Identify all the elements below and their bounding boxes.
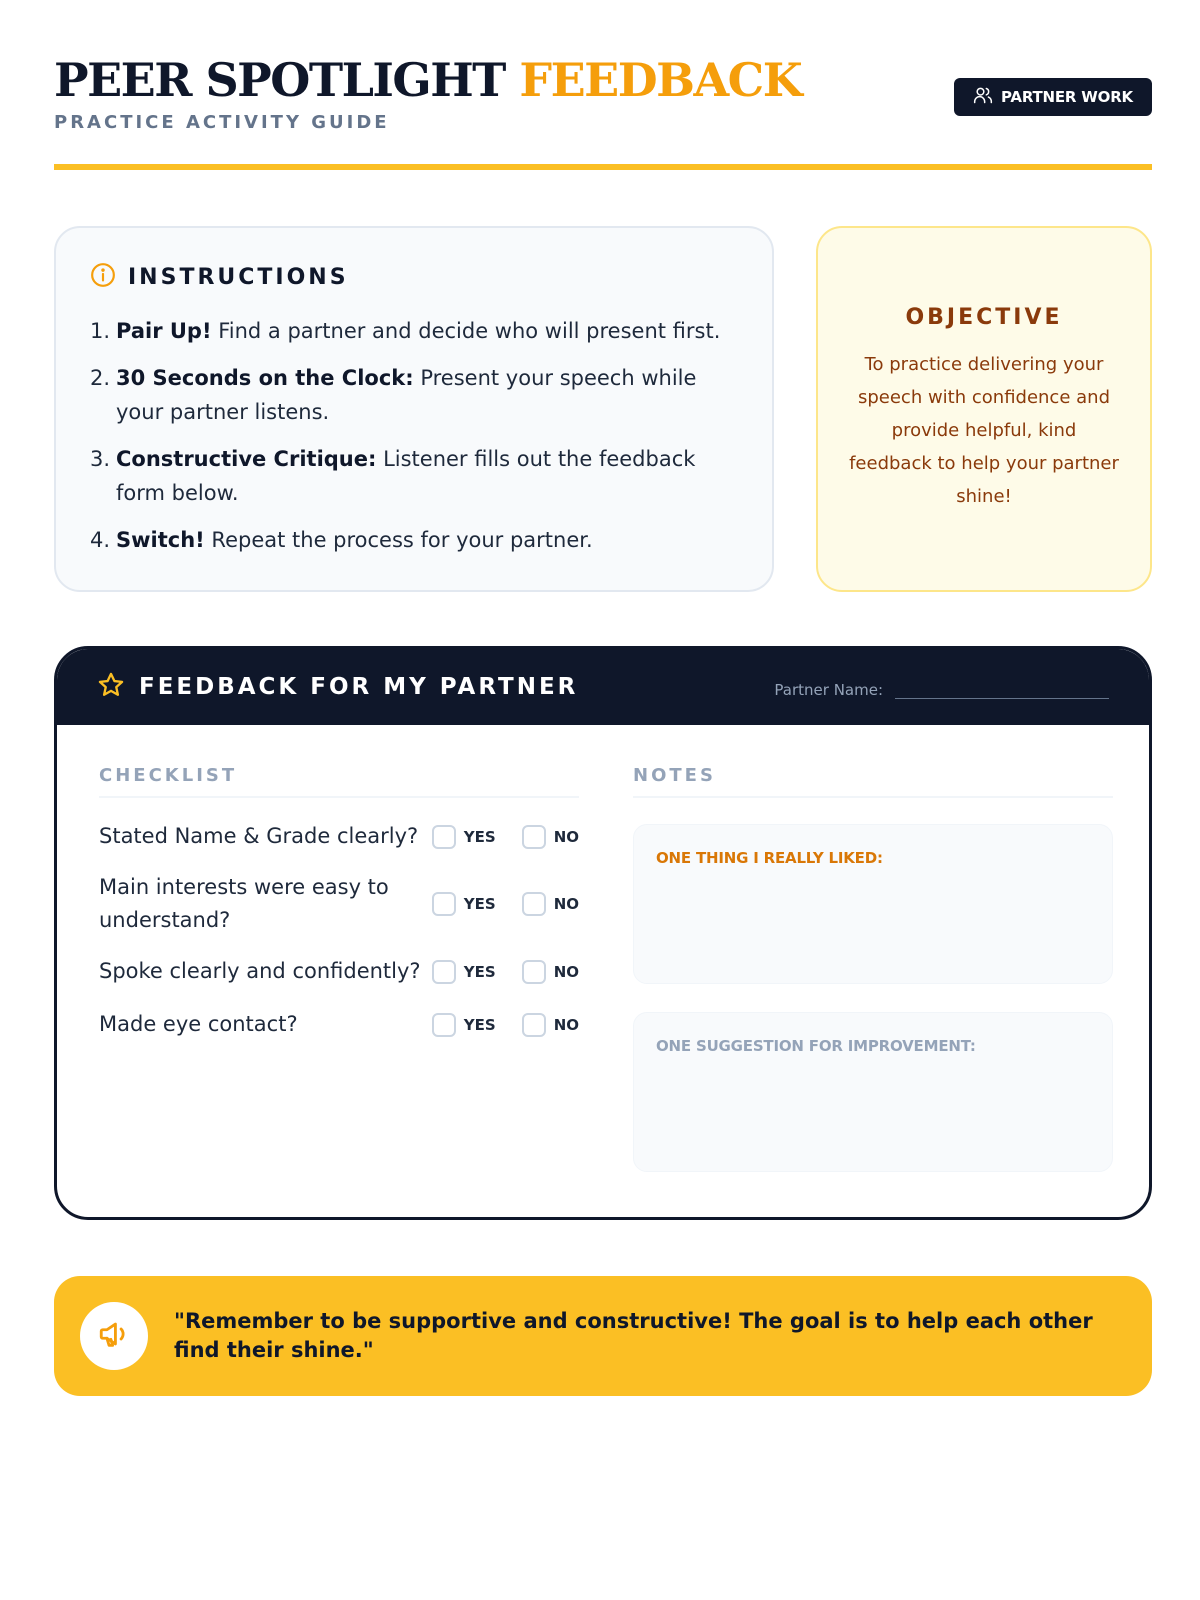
header-divider <box>54 164 1152 170</box>
checklist-heading: CHECKLIST <box>99 765 579 798</box>
yes-option <box>432 892 496 916</box>
partner-name-input[interactable] <box>895 677 1109 699</box>
yes-option <box>432 960 496 984</box>
notes-column <box>633 765 1113 1172</box>
yes-checkbox[interactable] <box>432 1013 456 1037</box>
checklist-question: Spoke clearly and confidently? <box>99 959 421 983</box>
no-checkbox[interactable] <box>522 1013 546 1037</box>
step-number: 1. <box>90 319 111 343</box>
yes-label: YES <box>463 895 496 913</box>
instructions-list <box>90 314 738 557</box>
liked-note-label: ONE THING I REALLY LIKED: <box>656 849 883 867</box>
step-text: Present your speech while your partner listens. <box>116 366 697 424</box>
checklist-options <box>432 825 579 849</box>
step-title: Constructive Critique: <box>116 447 377 471</box>
badge-label: PARTNER WORK <box>1001 88 1133 106</box>
checklist-options <box>432 1013 579 1037</box>
feedback-heading: FEEDBACK FOR MY PARTNER <box>139 674 579 700</box>
step-title: Switch! <box>116 528 205 552</box>
reminder-banner <box>54 1276 1152 1396</box>
instruction-step <box>90 361 738 429</box>
yes-checkbox[interactable] <box>432 892 456 916</box>
instructions-header <box>90 262 738 292</box>
page-subtitle: PRACTICE ACTIVITY GUIDE <box>54 112 390 133</box>
feedback-form <box>54 646 1152 1220</box>
title-accent: FEEDBACK <box>519 53 802 107</box>
checklist-options <box>432 892 579 916</box>
liked-note-area[interactable] <box>633 824 1113 984</box>
yes-option <box>432 1013 496 1037</box>
partner-work-badge <box>954 78 1152 116</box>
step-text: Find a partner and decide who will present first. <box>211 319 721 343</box>
yes-option <box>432 825 496 849</box>
step-text: Listener fills out the feedback form below. <box>116 447 696 505</box>
step-number: 2. <box>90 366 111 390</box>
checklist-question: Made eye contact? <box>99 1012 298 1036</box>
star-icon <box>97 671 125 703</box>
checklist-item <box>99 820 579 853</box>
yes-label: YES <box>463 1015 496 1034</box>
yes-label: YES <box>463 827 496 846</box>
partner-name-label: Partner Name: <box>774 681 883 699</box>
instruction-step <box>90 314 738 348</box>
no-option <box>522 892 579 916</box>
info-icon <box>90 262 116 292</box>
no-label: NO <box>553 895 579 913</box>
yes-label: YES <box>463 962 496 981</box>
checklist-item <box>99 1008 579 1041</box>
users-icon <box>973 85 993 109</box>
megaphone-icon-circle <box>80 1302 148 1370</box>
yes-checkbox[interactable] <box>432 960 456 984</box>
no-label: NO <box>553 1015 579 1034</box>
instructions-heading: INSTRUCTIONS <box>128 264 349 290</box>
instruction-step <box>90 523 738 557</box>
instructions-card <box>54 226 774 592</box>
feedback-header <box>57 649 1149 725</box>
page-header <box>54 52 1152 172</box>
no-checkbox[interactable] <box>522 892 546 916</box>
notes-heading: NOTES <box>633 765 1113 798</box>
reminder-quote: "Remember to be supportive and constructive! The goal is to help each other find their shine." <box>174 1309 1093 1362</box>
step-number: 4. <box>90 528 111 552</box>
step-title: Pair Up! <box>116 319 212 343</box>
objective-heading: OBJECTIVE <box>905 305 1063 330</box>
partner-name-field <box>774 677 1109 699</box>
step-title: 30 Seconds on the Clock: <box>116 366 414 390</box>
objective-text: To practice delivering your speech with confidence and provide helpful, kind feedback to help your partner shine! <box>849 354 1119 507</box>
objective-card <box>816 226 1152 592</box>
checklist-item <box>99 871 579 937</box>
no-checkbox[interactable] <box>522 960 546 984</box>
no-label: NO <box>553 827 579 846</box>
checklist-question: Main interests were easy to understand? <box>99 875 389 932</box>
checklist-column <box>99 765 579 1041</box>
checklist-options <box>432 960 579 984</box>
no-checkbox[interactable] <box>522 825 546 849</box>
checklist-item <box>99 955 579 988</box>
yes-checkbox[interactable] <box>432 825 456 849</box>
no-option <box>522 1013 579 1037</box>
step-text: Repeat the process for your partner. <box>204 528 593 552</box>
improvement-note-label: ONE SUGGESTION FOR IMPROVEMENT: <box>656 1037 976 1055</box>
no-option <box>522 960 579 984</box>
megaphone-icon <box>97 1317 131 1355</box>
no-option <box>522 825 579 849</box>
instruction-step <box>90 442 738 510</box>
no-label: NO <box>553 962 579 981</box>
feedback-body <box>57 725 1149 1217</box>
improvement-note-area[interactable] <box>633 1012 1113 1172</box>
checklist-question: Stated Name & Grade clearly? <box>99 824 419 848</box>
title-main: PEER SPOTLIGHT <box>54 53 505 107</box>
step-number: 3. <box>90 447 111 471</box>
